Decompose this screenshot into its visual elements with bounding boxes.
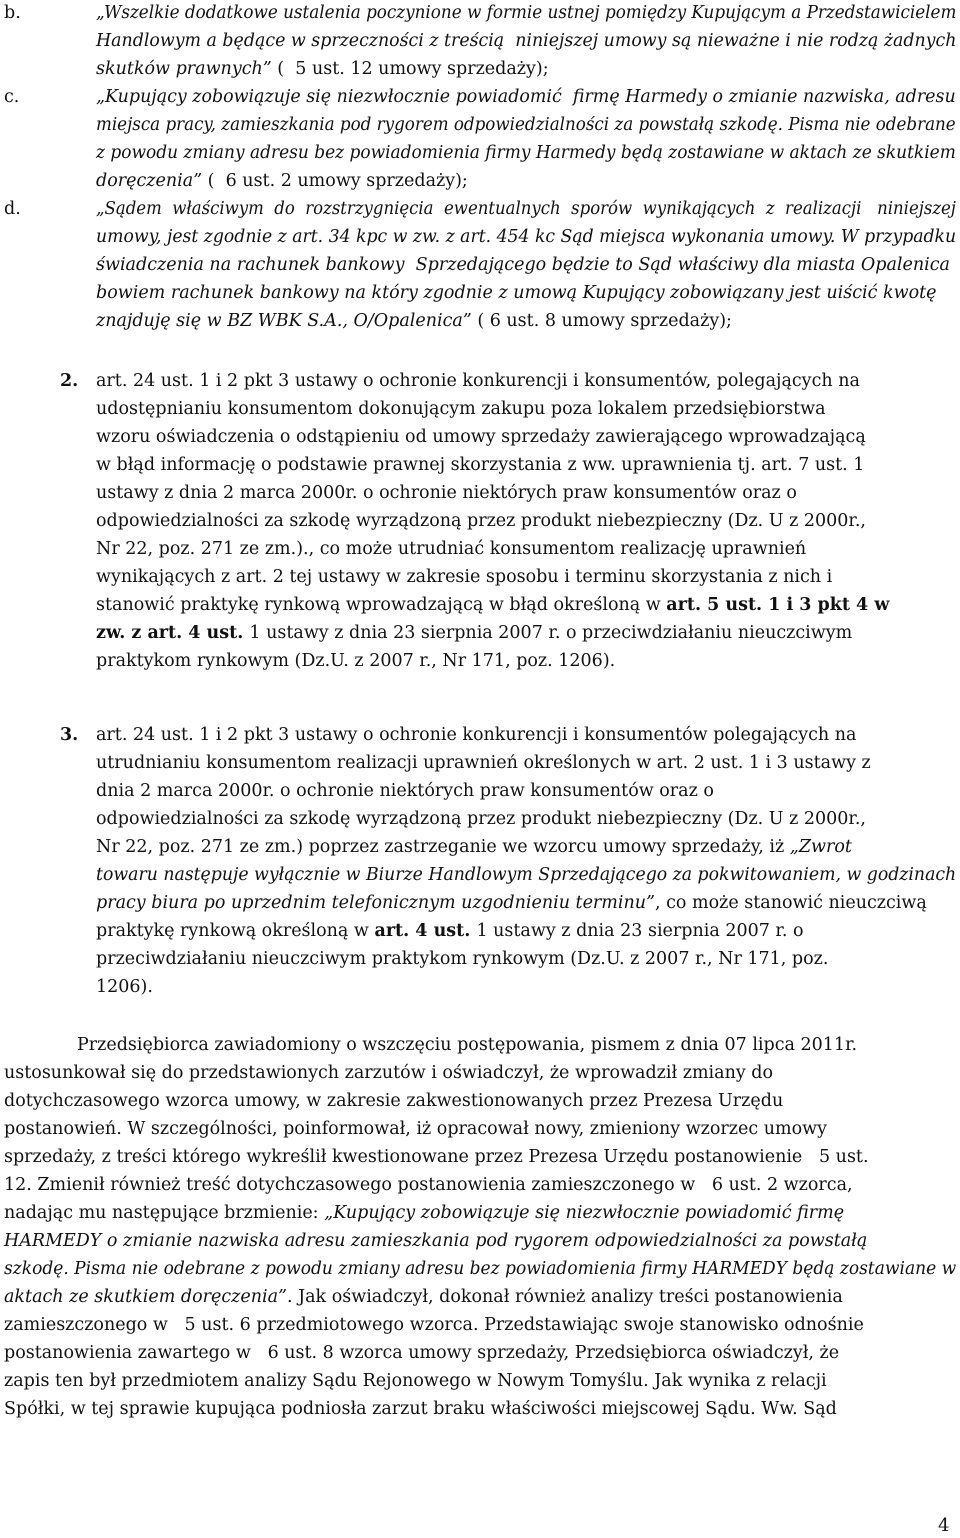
text-run: ( 5 ust. 12 umowy sprzedaży); [277, 59, 549, 79]
text-line [4, 1284, 843, 1310]
text-line [96, 196, 956, 222]
page-number: 4 [938, 1515, 950, 1536]
text-run: wynikających z art. 2 tej ustawy w zakresie sposobu i terminu skorzystania z nich i [96, 567, 833, 587]
text-run: wzoru oświadczenia o odstąpieniu od umowy sprzedaży zawierającego wprowadzającą [96, 427, 866, 447]
text-line [4, 1200, 844, 1226]
text-run: art. 5 ust. 1 i 3 pkt 4 w [666, 595, 890, 615]
text-run: art. 24 ust. 1 i 2 pkt 3 ustawy o ochronie konkurencji i konsumentów polegających na [96, 725, 857, 745]
text-run: art. 4 ust. [374, 921, 477, 941]
text-line [4, 1060, 773, 1086]
text-run: 1 ustawy z dnia 23 sierpnia 2007 r. o [476, 921, 804, 941]
text-run: stanowić praktykę rynkową wprowadzającą w błąd określoną w [96, 595, 667, 615]
text-run: dotychczasowego wzorca umowy, w zakresie zakwestionowanych przez Prezesa Urzędu [4, 1091, 784, 1111]
text-line [96, 112, 956, 138]
text-run: sprzedaży, z treści którego wykreślił kwestionowane przez Prezesa Urzędu postanowienie 5 ust. [4, 1147, 869, 1167]
text-run: , co może stanowić nieuczciwą [654, 893, 927, 913]
text-run: odpowiedzialności za szkodę wyrządzoną przez produkt niebezpieczny (Dz. U z 2000r., [96, 511, 866, 531]
text-run: Nr 22, poz. 271 ze zm.)., co może utrudniać konsumentom realizację uprawnień [96, 539, 807, 559]
item-label-c: c. [4, 87, 20, 107]
text-line [96, 56, 549, 82]
text-run: „Sądem właściwym do rozstrzygnięcia ewentualnych sporów wynikających z realizacji niniejszej [96, 199, 956, 219]
point-number-3: 3. [60, 725, 79, 745]
text-line [4, 1172, 853, 1198]
text-line [96, 168, 468, 194]
text-run: 1 ustawy z dnia 23 sierpnia 2007 r. o przeciwdziałaniu nieuczciwym [249, 623, 853, 643]
text-line [77, 1032, 857, 1058]
text-run: ( 6 ust. 8 umowy sprzedaży); [477, 311, 732, 331]
text-line [96, 862, 956, 888]
text-run: znajduję się w BZ WBK S.A., O/Opalenica” [96, 311, 478, 331]
text-run: w błąd informację o podstawie prawnej skorzystania z ww. uprawnienia tj. art. 7 ust. 1 [96, 455, 865, 475]
text-run: zamieszczonego w 5 ust. 6 przedmiotowego wzorca. Przedstawiając swoje stanowisko odnośnie [4, 1315, 864, 1335]
text-line [4, 1256, 956, 1282]
text-line [4, 1368, 827, 1394]
text-run: bowiem rachunek bankowy na który zgodnie z umową Kupujący zobowiązany jest uiścić kwotę [96, 283, 937, 303]
text-run: zw. z art. 4 ust. [96, 623, 250, 643]
text-line [96, 946, 828, 972]
text-run: skutków prawnych” [96, 59, 278, 79]
text-line [96, 974, 153, 1000]
text-run: dnia 2 marca 2000r. o ochronie niektórych praw konsumentów oraz o [96, 781, 714, 801]
text-run: przeciwdziałaniu nieuczciwym praktykom rynkowym (Dz.U. z 2007 r., Nr 171, poz. [96, 949, 829, 969]
text-line [96, 564, 832, 590]
text-run: postanowień. W szczególności, poinformował, iż opracował nowy, zmieniony wzorzec umowy [4, 1119, 827, 1139]
text-run: Handlowym a będące w sprzeczności z treścią niniejszej umowy są nieważne i nie rodzą żadnych [96, 31, 957, 51]
text-line [96, 308, 732, 334]
text-run: 12. Zmienił również treść dotychczasowego postanowienia zamieszczonego w 6 ust. 2 wzorca, [4, 1175, 853, 1195]
text-run: aktach ze skutkiem doręczenia” [4, 1287, 287, 1307]
text-run: Spółki, w tej sprawie kupująca podniosła zarzut braku właściwości miejscowej Sądu. Ww. Sąd [4, 1399, 837, 1419]
text-line [4, 1340, 839, 1366]
text-line [96, 592, 889, 618]
text-run: art. 24 ust. 1 i 2 pkt 3 ustawy o ochronie konkurencji i konsumentów, polegających na [96, 371, 860, 391]
text-line [96, 140, 956, 166]
text-run: pracy biura po uprzednim telefonicznym uzgodnieniu terminu” [96, 893, 655, 913]
text-line [4, 1088, 783, 1114]
text-line [96, 508, 866, 534]
text-line [96, 0, 956, 26]
text-run: doręczenia” [96, 171, 208, 191]
text-line [96, 750, 871, 776]
text-run: Przedsiębiorca zawiadomiony o wszczęciu postępowania, pismem z dnia 07 lipca 2011r. [77, 1035, 858, 1055]
text-run: „Kupujący zobowiązuje się niezwłocznie powiadomić firmę Harmedy o zmianie nazwiska, adresu [96, 87, 956, 107]
text-line [96, 280, 937, 306]
text-run: zapis ten był przedmiotem analizy Sądu Rejonowego w Nowym Tomyślu. Jak wynika z relacji [4, 1371, 827, 1391]
text-run: 1206). [96, 977, 153, 997]
text-line [96, 252, 950, 278]
text-line [96, 834, 852, 860]
text-run: z powodu zmiany adresu bez powiadomienia firmy Harmedy będą zostawiane w aktach ze skutkiem [96, 143, 956, 163]
text-line [96, 480, 797, 506]
text-line [96, 806, 866, 832]
text-line [96, 778, 714, 804]
text-run: nadając mu następujące brzmienie: [4, 1203, 325, 1223]
text-line [4, 1116, 827, 1142]
text-run: utrudnianiu konsumentom realizacji uprawnień określonych w art. 2 ust. 1 i 3 ustawy z [96, 753, 871, 773]
text-run: Nr 22, poz. 271 ze zm.) poprzez zastrzeganie we wzorcu umowy sprzedaży, iż [96, 837, 790, 857]
text-line [96, 396, 826, 422]
text-run: praktykę rynkową określoną w [96, 921, 375, 941]
text-line [96, 28, 956, 54]
text-line [4, 1144, 869, 1170]
text-run: umowy, jest zgodnie z art. 34 kpc w zw. z art. 454 kc Sąd miejsca wykonania umowy. W przypadku [96, 227, 957, 247]
text-run: ustosunkował się do przedstawionych zarzutów i oświadczył, że wprowadził zmiany do [4, 1063, 774, 1083]
item-label-b: b. [4, 3, 21, 23]
text-run: „Zwrot [789, 837, 852, 857]
text-run: towaru następuje wyłącznie w Biurze Handlowym Sprzedającego za pokwitowaniem, w godzinach [96, 865, 957, 885]
text-line [96, 424, 866, 450]
text-run: szkodę. Pisma nie odebrane z powodu zmiany adresu bez powiadomienia firmy HARMEDY będą zostawiane w [4, 1259, 957, 1279]
point-number-2: 2. [60, 371, 79, 391]
text-run: „Kupujący zobowiązuje się niezwłocznie powiadomić firmę [324, 1203, 845, 1223]
text-line [96, 368, 860, 394]
text-run: „Wszelkie dodatkowe ustalenia poczynione w formie ustnej pomiędzy Kupującym a Przedstawicielem [96, 3, 957, 23]
text-line [4, 1396, 837, 1422]
text-run: HARMEDY o zmianie nazwiska adresu zamieszkania pod rygorem odpowiedzialności za powstałą [4, 1231, 868, 1251]
text-line [96, 452, 864, 478]
text-run: praktykom rynkowym (Dz.U. z 2007 r., Nr 171, poz. 1206). [96, 651, 616, 671]
text-run: udostępnianiu konsumentom dokonującym zakupu poza lokalem przedsiębiorstwa [96, 399, 826, 419]
text-line [96, 722, 856, 748]
text-run: postanowienia zawartego w 6 ust. 8 wzorca umowy sprzedaży, Przedsiębiorca oświadczył, że [4, 1343, 840, 1363]
text-line [96, 620, 852, 646]
text-line [96, 918, 804, 944]
item-label-d: d. [4, 199, 21, 219]
text-run: ( 6 ust. 2 umowy sprzedaży); [207, 171, 468, 191]
text-run: świadczenia na rachunek bankowy Sprzedającego będzie to Sąd właściwy dla miasta Opalenica [96, 255, 950, 275]
text-line [96, 648, 615, 674]
text-run: miejsca pracy, zamieszkania pod rygorem odpowiedzialności za powstałą szkodę. Pisma nie odebrane [96, 115, 956, 135]
text-run: ustawy z dnia 2 marca 2000r. o ochronie niektórych praw konsumentów oraz o [96, 483, 797, 503]
text-line [4, 1312, 864, 1338]
text-line [96, 536, 806, 562]
text-line [96, 84, 956, 110]
text-run: . Jak oświadczył, dokonał również analizy treści postanowienia [286, 1287, 843, 1307]
text-line [96, 890, 927, 916]
text-run: odpowiedzialności za szkodę wyrządzoną przez produkt niebezpieczny (Dz. U z 2000r., [96, 809, 866, 829]
text-line [4, 1228, 867, 1254]
text-line [96, 224, 956, 250]
